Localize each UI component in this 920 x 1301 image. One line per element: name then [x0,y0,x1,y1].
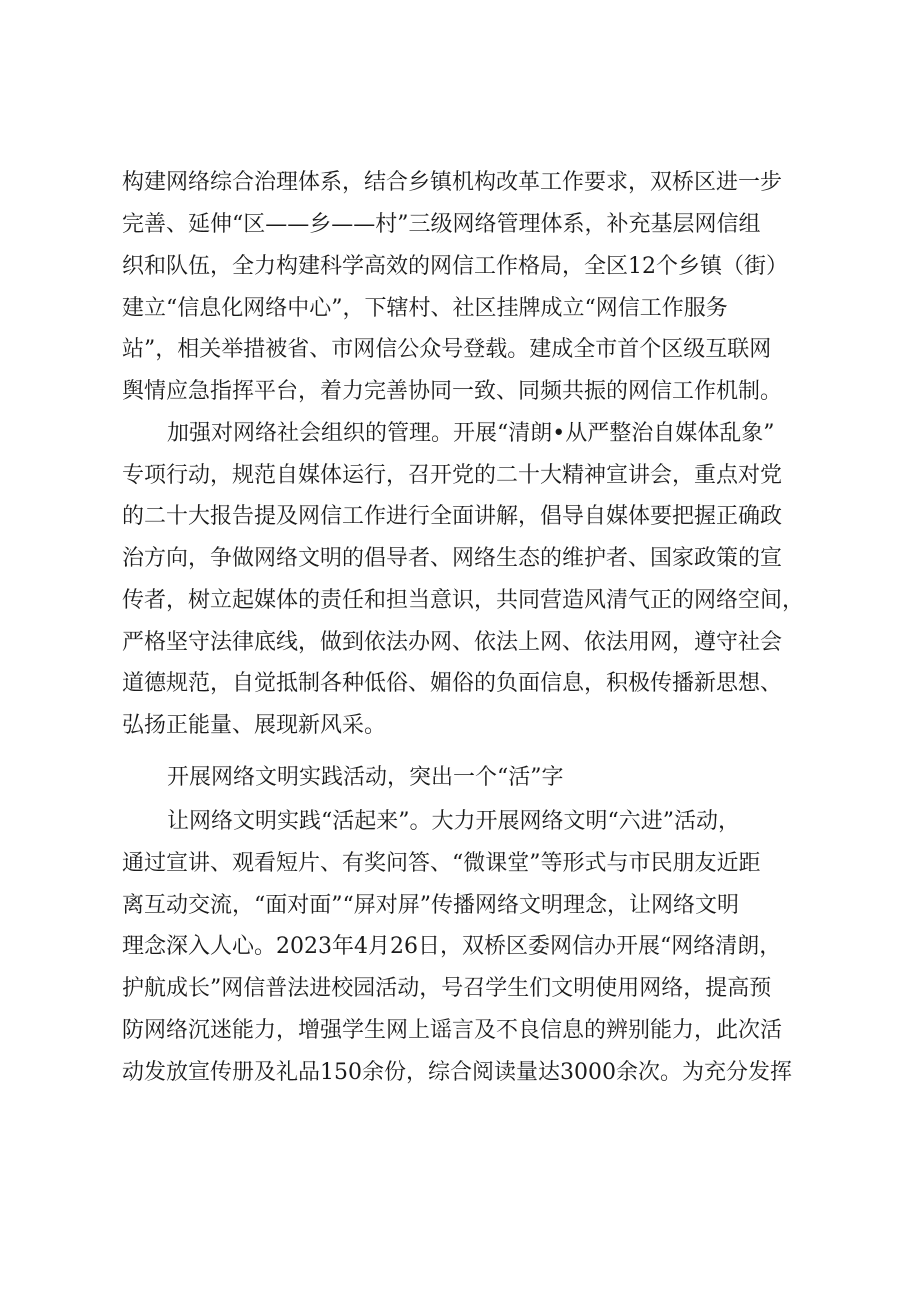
text-line [0,164,920,202]
text-line-content: 传者，树立起媒体的责任和担当意识，共同营造风清气正的网络空间， [122,588,805,613]
text-line-content: 完善、延伸“区——乡——村”三级网络管理体系，补充基层网信组 [122,212,761,237]
text-line [0,415,920,453]
text-line [0,248,920,286]
text-line [0,540,920,578]
text-line-content: 建立“信息化网络中心”，下辖村、社区挂牌成立“网信工作服务 [122,296,728,321]
text-line-content: 治方向，争做网络文明的倡导者、网络生态的维护者、国家政策的宣 [122,546,783,571]
text-line-content: 护航成长”网信普法进校园活动，号召学生们文明使用网络，提高预 [122,976,772,1001]
text-line-content: 让网络文明实践“活起来”。大力开展网络文明“六进”活动， [167,809,740,834]
text-line-content: 离互动交流，“面对面”“屏对屏”传播网络文明理念，让网络文明 [122,893,739,918]
text-line [0,290,920,328]
text-line [0,970,920,1008]
text-line-content: 动发放宣传册及礼品150余份，综合阅读量达3000余次。为充分发挥 [122,1060,792,1085]
section-heading-text: 开展网络文明实践活动，突出一个“活”字 [167,765,564,790]
text-line-content: 通过宣讲、观看短片、有奖问答、“微课堂”等形式与市民朋友近距 [122,851,761,876]
text-line-content: 站”，相关举措被省、市网信公众号登载。建成全市首个区级互联网 [122,337,772,362]
text-line [0,845,920,883]
text-line [0,887,920,925]
text-line [0,373,920,411]
text-line-content: 织和队伍，全力构建科学高效的网信工作格局，全区12个乡镇（街） [122,254,788,279]
text-line [0,928,920,966]
text-line [0,1054,920,1092]
text-line-content: 的二十大报告提及网信工作进行全面讲解，倡导自媒体要把握正确政 [122,504,783,529]
text-line-content: 道德规范，自觉抵制各种低俗、媚俗的负面信息，积极传播新思想、 [122,671,783,696]
text-line-content: 舆情应急指挥平台，着力完善协同一致、同频共振的网信工作机制。 [122,379,783,404]
text-line [0,1012,920,1050]
text-line [0,665,920,703]
text-line-content: 理念深入人心。2023年4月26日，双桥区委网信办开展“网络清朗， [122,934,782,959]
text-line-content: 防网络沉迷能力，增强学生网上谣言及不良信息的辨别能力，此次活 [122,1018,783,1043]
text-line-content: 严格坚守法律底线，做到依法办网、依法上网、依法用网，遵守社会 [122,630,783,655]
text-line-content: 构建网络综合治理体系，结合乡镇机构改革工作要求，双桥区进一步 [122,170,783,195]
text-line [0,331,920,369]
text-line-content: 加强对网络社会组织的管理。开展“清朗•从严整治自媒体乱象” [167,421,775,446]
text-line [0,803,920,841]
text-line [0,582,920,620]
text-line-content: 专项行动，规范自媒体运行，召开党的二十大精神宣讲会，重点对党 [122,463,783,488]
text-line [0,457,920,495]
text-line [0,206,920,244]
section-heading [0,759,920,797]
text-line [0,707,920,745]
text-line-content: 弘扬正能量、展现新风采。 [122,713,387,738]
text-line [0,624,920,662]
text-line [0,498,920,536]
